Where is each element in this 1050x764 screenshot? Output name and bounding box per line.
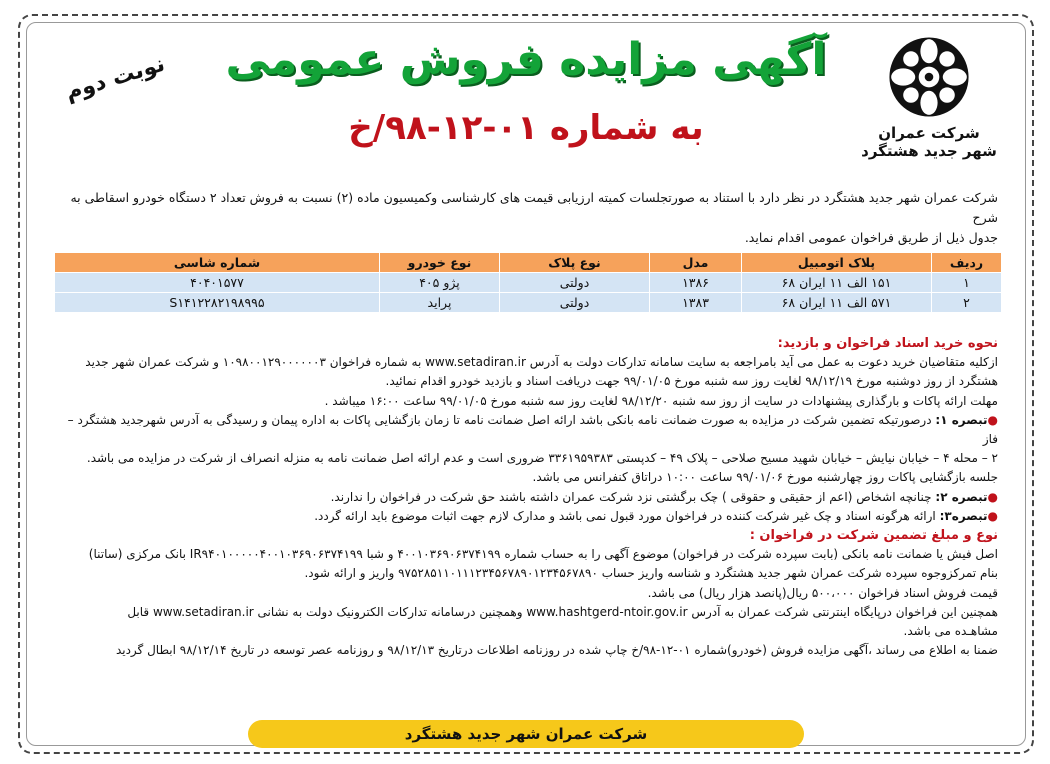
note-3-label: تبصره۳: bbox=[939, 508, 988, 523]
paragraph-websites-1: همچنین این فراخوان درپایگاه اینترنتی شرکت عمران به آدرس www.hashtgerd-ntoir.gov.ir وهمچنین درسامانه تدارکات الکترونیک دولت به نشانی www.setadiran.ir قابل bbox=[127, 604, 998, 619]
auction-number: به شماره ۰۱-۱۲-۹۸/خ bbox=[348, 108, 704, 148]
col-header-model: مدل bbox=[650, 253, 742, 273]
cell-vehicle-type: پژو ۴۰۵ bbox=[380, 273, 500, 293]
paragraph-purchase-2: هشتگرد از روز دوشنبه مورخ ۹۸/۱۲/۱۹ لغایت روز سه شنبه مورخ ۹۹/۰۱/۰۵ جهت دریافت اسناد و بازدید خودرو اقدام نمائید. bbox=[385, 374, 998, 389]
section-heading-guarantee: نوع و مبلغ تضمین شرکت در فراخوان : bbox=[749, 528, 998, 544]
note-2-text: چنانچه اشخاص (اعم از حقیقی و حقوقی ) چک برگشتی نزد شرکت عمران داشته باشند حق شرکت در فراخوان را ندارند. bbox=[330, 489, 932, 504]
cell-plate: ۵۷۱ الف ۱۱ ایران ۶۸ bbox=[742, 293, 932, 313]
bullet-icon: ● bbox=[987, 412, 998, 427]
notice-page bbox=[18, 14, 1034, 754]
col-header-plate-type: نوع پلاک bbox=[500, 253, 650, 273]
logo-city-name: شهر جدید هشتگرد bbox=[861, 142, 997, 160]
paragraph-websites-2: مشاهـده می باشد. bbox=[903, 624, 998, 639]
paragraph-opening-session: جلسه بازگشایی پاکات روز چهارشنبه مورخ ۹۹/۰۱/۰۶ ساعت ۱۰:۰۰ دراتاق کنفرانس می باشد. bbox=[532, 470, 998, 485]
paragraph-guarantee-2: بنام تمرکزوجوه سپرده شرکت عمران شهر جدید هشتگرد و شناسه واریز حساب ۹۷۵۲۸۵۱۱۰۱۱۱۲۳۴۵۶۷۸۹۰۱۲۳۴۵۶۷۸۹۰ واریز و ارائه شود. bbox=[304, 566, 998, 581]
col-header-vehicle-type: نوع خودرو bbox=[380, 253, 500, 273]
cell-row-number: ۱ bbox=[932, 273, 1002, 293]
intro-paragraph bbox=[54, 188, 998, 248]
col-header-plate: پلاک اتومبیل bbox=[742, 253, 932, 273]
table-row bbox=[55, 293, 1002, 313]
second-notice-stamp: نوبت دوم bbox=[62, 51, 168, 106]
note-3 bbox=[54, 507, 998, 526]
bullet-icon: ● bbox=[987, 489, 998, 504]
intro-line-1: شرکت عمران شهر جدید هشتگرد در نظر دارد با استناد به صورتجلسات کمیته ارزیابی قیمت های کارشناسی وکمیسیون ماده (۲) نسبت به فروش تعداد ۲ دستگاه خودرو اسقاطی به شرح bbox=[70, 190, 998, 225]
vehicle-table bbox=[54, 252, 1002, 313]
note-2-label: تبصره ۲: bbox=[935, 489, 988, 504]
table-row bbox=[55, 273, 1002, 293]
company-logo-block bbox=[854, 34, 1004, 184]
notice-body bbox=[54, 334, 998, 660]
col-header-row-number: ردیف bbox=[932, 253, 1002, 273]
paragraph-document-price: قیمت فروش اسناد فراخوان ۵۰۰،۰۰۰ ریال(پانصد هزار ریال) می باشد. bbox=[647, 585, 998, 600]
cell-model: ۱۳۸۳ bbox=[650, 293, 742, 313]
note-1-continued: ۲ – محله ۴ – خیابان نیایش – خیابان شهید مسیح صلاحی – پلاک ۴۹ – کدپستی ۳۳۶۱۹۵۹۳۸۳ ضروری است و عدم ارائه اصل ضمانت نامه به منزله انصراف از شرکت در مزایده می باشد. bbox=[86, 451, 998, 466]
paragraph-guarantee-1: اصل فیش یا ضمانت نامه بانکی (بابت سپرده شرکت در فراخوان) موضوع آگهی را به حساب شماره ۴۰۰۱۰۳۶۹۰۶۳۷۴۱۹۹ و شبا IR۹۴۰۱۰۰۰۰۰۴۰۰۱۰۳۶۹۰۶۳۷۴۱۹۹ بانک مرکزی (ساتنا) bbox=[88, 547, 998, 562]
cell-model: ۱۳۸۶ bbox=[650, 273, 742, 293]
cell-vehicle-type: پراید bbox=[380, 293, 500, 313]
paragraph-cancellation: ضمنا به اطلاع می رساند ،آگهی مزایده فروش (خودرو)شماره ۰۱-۱۲-۹۸/خ چاپ شده در روزنامه اطلاعات درتاریخ ۹۸/۱۲/۱۳ و روزنامه عصر توسعه در تاریخ ۹۸/۱۲/۱۴ ابطال گردید bbox=[115, 643, 998, 658]
bullet-icon: ● bbox=[987, 508, 998, 523]
footer-company-bar: شرکت عمران شهر جدید هشتگرد bbox=[248, 720, 804, 748]
page-title: آگهی مزایده فروش عمومی bbox=[225, 34, 827, 85]
paragraph-deadline: مهلت ارائه پاکات و بارگذاری پیشنهادات در سایت از روز سه شنبه ۹۸/۱۲/۲۰ لغایت روز سه شنبه مورخ ۹۹/۰۱/۰۵ ساعت ۱۶:۰۰ میباشد . bbox=[324, 393, 998, 408]
note-1 bbox=[54, 411, 998, 449]
cell-chassis: S۱۴۱۲۲۸۲۱۹۸۹۹۵ bbox=[55, 293, 380, 313]
logo-company-name: شرکت عمران bbox=[878, 124, 980, 142]
paragraph-purchase-1: ازکلیه متقاضیان خرید دعوت به عمل می آید بامراجعه به سایت سامانه تدارکات دولت به آدرس www.setadiran.ir به شماره فراخوان ۱۰۹۸۰۰۱۲۹۰۰۰۰۰۰۳ و شرکت عمران شهر جدید bbox=[85, 355, 998, 370]
cell-plate-type: دولتی bbox=[500, 293, 650, 313]
cell-row-number: ۲ bbox=[932, 293, 1002, 313]
note-3-text: ارائه هرگونه اسناد و چک غیر شرکت کننده در فراخوان مورد قبول نمی باشد و مدارک لازم جهت اثبات موضوع باید ارائه گردد. bbox=[314, 508, 936, 523]
cell-plate-type: دولتی bbox=[500, 273, 650, 293]
cell-plate: ۱۵۱ الف ۱۱ ایران ۶۸ bbox=[742, 273, 932, 293]
col-header-chassis: شماره شاسی bbox=[55, 253, 380, 273]
note-2 bbox=[54, 488, 998, 507]
company-logo-icon bbox=[886, 34, 972, 120]
table-header-row bbox=[55, 253, 1002, 273]
note-1-text: درصورتیکه تضمین شرکت در مزایده به صورت ضمانت نامه بانکی باشد ارائه اصل ضمانت نامه تا زمان بازگشایی پاکات به اداره پیمان و رسیدگی به آدرس شهرجدید هشتگرد – فاز bbox=[67, 412, 998, 447]
section-heading-purchase: نحوه خرید اسناد فراخوان و بازدید: bbox=[777, 336, 998, 351]
intro-line-2: جدول ذیل از طریق فراخوان عمومی اقدام نماید. bbox=[744, 230, 998, 245]
cell-chassis: ۴۰۴۰۱۵۷۷ bbox=[55, 273, 380, 293]
note-1-label: تبصره ۱: bbox=[935, 412, 988, 427]
